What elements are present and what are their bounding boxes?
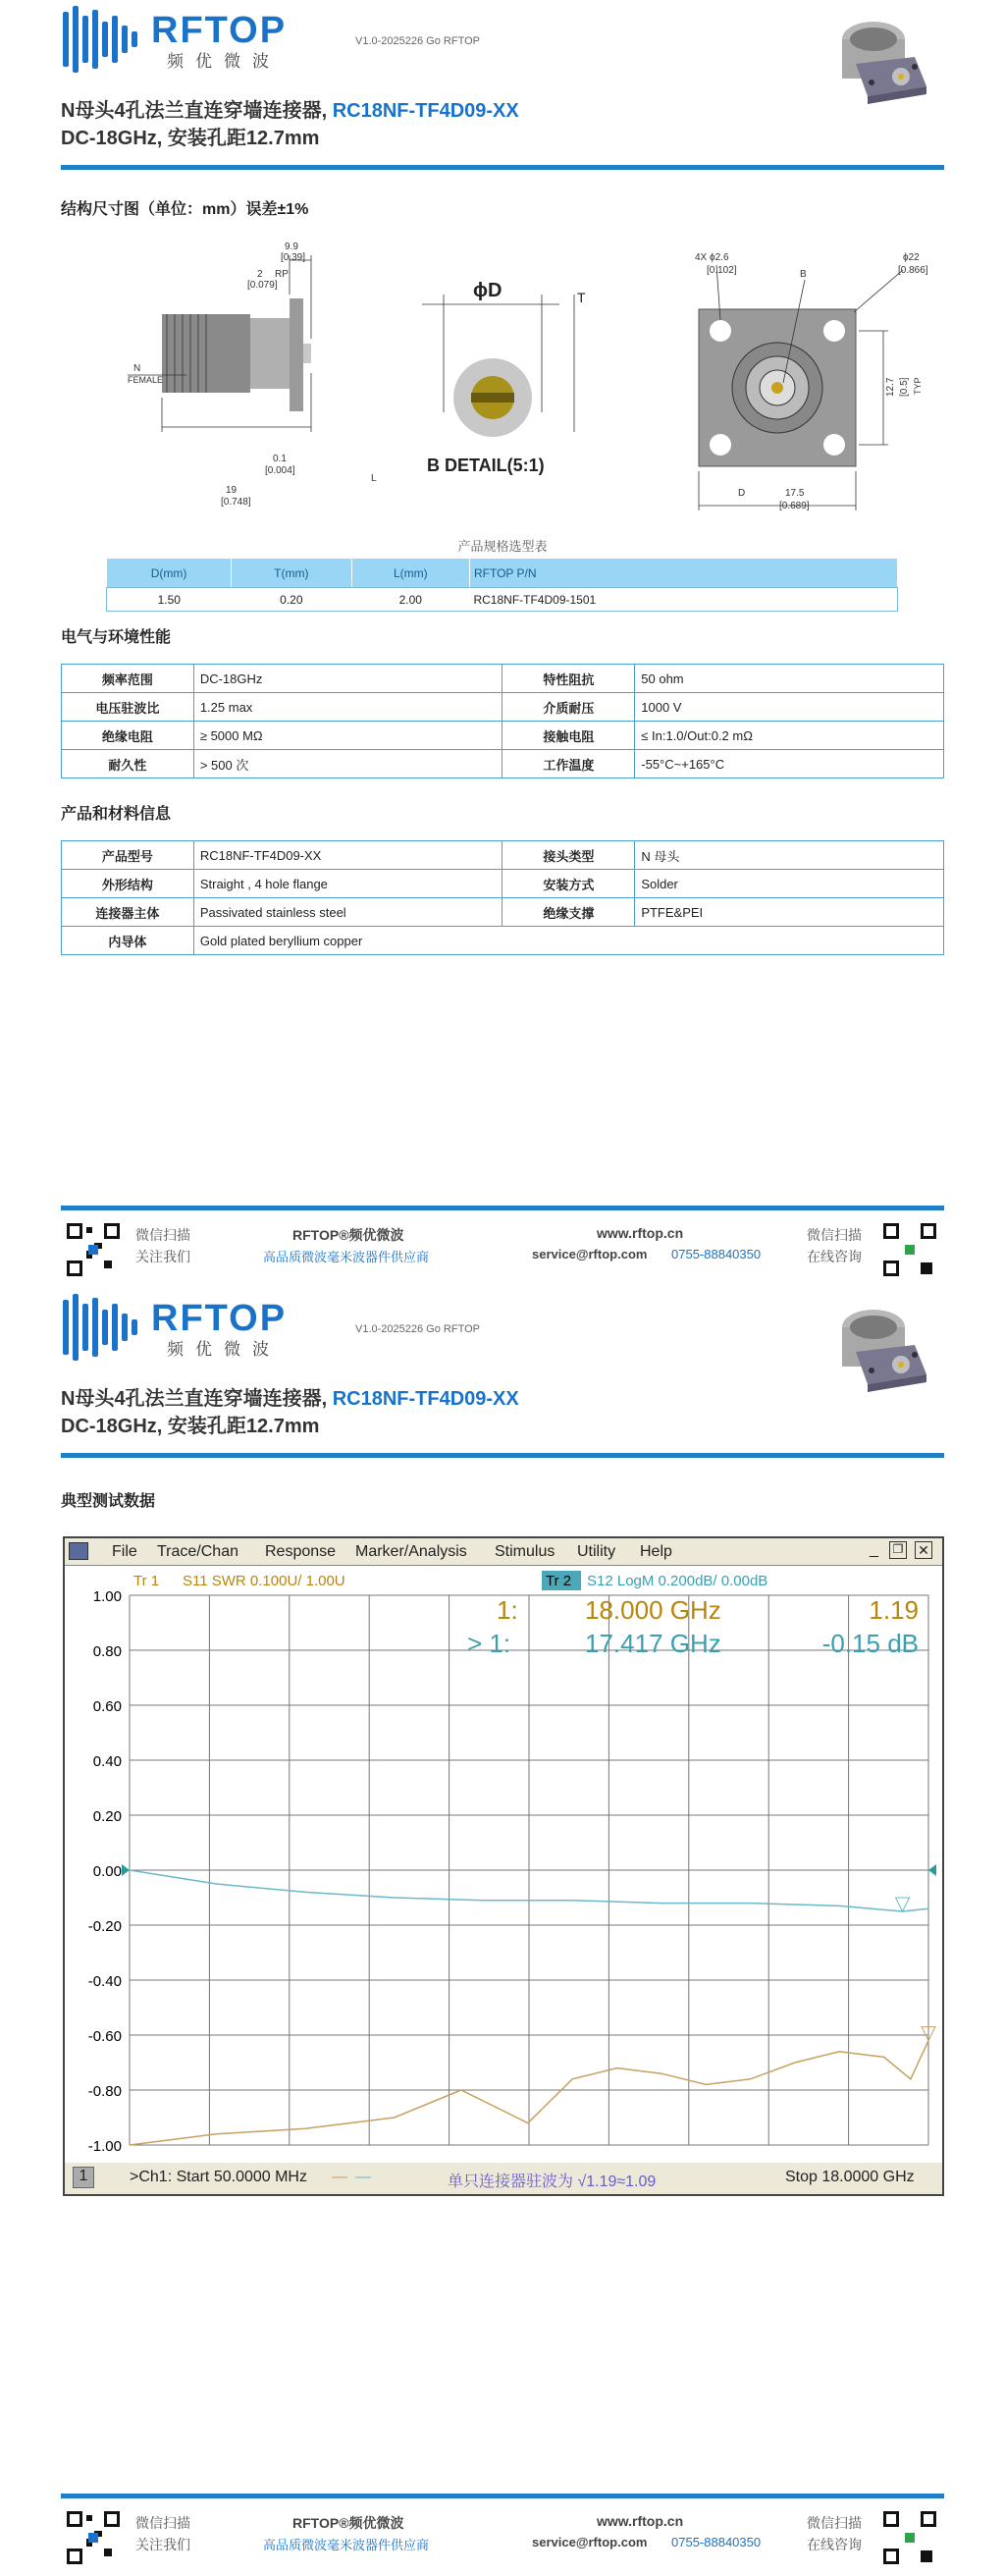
svg-text:[0.689]: [0.689] [779,501,810,511]
y-tick-label: -0.40 [87,1973,122,1990]
marker1-label: 1: [497,1595,518,1625]
vna-menu-bar [65,1538,942,1566]
electrical-table [61,664,944,778]
status-start: >Ch1: Start 50.0000 MHz [130,2169,307,2185]
svg-text:[0.102]: [0.102] [707,265,737,276]
consult-qr-icon [881,1221,938,1278]
svg-text:17.5: 17.5 [785,488,805,499]
y-tick-label: 0.80 [92,1643,122,1660]
footer-brand: RFTOP®频优微波 [292,2515,404,2531]
header-divider [61,165,944,170]
footer-site[interactable]: www.rftop.cn [597,1225,684,1241]
footer-email[interactable]: service@rftop.com [532,1247,648,1261]
y-tick-label: -0.80 [87,2083,122,2100]
page-subtitle: DC-18GHz, 安装孔距12.7mm [61,128,320,149]
section-material-title: 产品和材料信息 [61,806,172,823]
spec-col-d: D(mm) [107,559,232,588]
footer-wechat-1: 微信扫描 [135,1227,190,1243]
footer-slogan: 高品质微波毫米波器件供应商 [263,2538,430,2552]
page-footer [61,1206,944,1284]
table-row: 内导体 Gold plated beryllium copper [62,927,944,955]
spec-table [106,558,898,612]
svg-text:L: L [371,473,377,484]
logo-subtitle: 频优微波 [167,52,281,71]
section-electrical-title: 电气与环境性能 [61,629,172,646]
footer-phone: 0755-88840350 [671,1247,762,1261]
svg-text:[0.004]: [0.004] [265,465,295,476]
trace2-label: Tr 2 [546,1573,572,1589]
trace1-info: S11 SWR 0.100U/ 1.00U [183,1573,345,1589]
marker2-freq: 17.417 GHz [585,1629,721,1658]
marker2-label: > 1: [467,1629,511,1658]
status-stop: Stop 18.0000 GHz [785,2169,915,2185]
y-tick-label: 0.40 [92,1753,122,1770]
restore-icon[interactable]: ❐ [889,1541,907,1559]
vna-status-bar [65,2163,942,2194]
version-label: V1.0-2025226 Go RFTOP [355,35,480,47]
page-footer [61,2494,944,2572]
vna-plot [65,1566,942,2163]
s12-legend-icon: — [355,2169,371,2185]
section-test-title: 典型测试数据 [61,1493,156,1510]
status-note: 单只连接器驻波为 √1.19≈1.09 [448,2174,657,2190]
svg-text:ϕD: ϕD [473,280,502,301]
svg-text:RP: RP [275,269,289,280]
trace2-info: S12 LogM 0.200dB/ 0.00dB [587,1573,768,1589]
y-tick-label: -1.00 [87,2138,122,2155]
svg-text:B DETAIL(5:1): B DETAIL(5:1) [427,456,545,475]
logo-text: RFTOP [151,10,288,51]
page-header [61,0,944,172]
spec-col-pn: RFTOP P/N [469,559,897,588]
svg-text:TYP: TYP [913,377,923,395]
footer-wechat-2: 关注我们 [135,1249,190,1264]
menu-utility[interactable]: Utility [577,1543,616,1560]
menu-stimulus[interactable]: Stimulus [495,1543,555,1560]
svg-text:12.7: 12.7 [885,377,896,397]
footer-phone: 0755-88840350 [671,2535,762,2549]
marker2-value: -0.15 dB [821,1629,919,1658]
svg-text:[0.39]: [0.39] [281,252,306,263]
svg-text:[0.866]: [0.866] [898,265,928,276]
vna-window [63,1536,944,2196]
minimize-icon[interactable]: _ [870,1541,878,1558]
marker1-freq: 18.000 GHz [585,1595,721,1625]
footer-wechat-2: 关注我们 [135,2537,190,2552]
logo-text: RFTOP [151,1298,288,1339]
svg-text:0.1: 0.1 [273,454,287,464]
menu-marker-analysis[interactable]: Marker/Analysis [355,1543,467,1560]
table-row: 电压驻波比 1.25 max 介质耐压 1000 V [62,693,944,722]
s11-legend-icon: — [332,2169,347,2185]
footer-consult-2: 在线咨询 [807,1249,862,1264]
product-image [817,10,934,118]
version-label: V1.0-2025226 Go RFTOP [355,1323,480,1335]
svg-text:[0.748]: [0.748] [221,497,251,508]
svg-text:[0.079]: [0.079] [247,280,278,291]
menu-response[interactable]: Response [265,1543,337,1560]
footer-wechat-1: 微信扫描 [135,2515,190,2531]
dimension-drawing [128,236,942,520]
svg-text:FEMALE: FEMALE [128,375,164,385]
svg-text:19: 19 [226,485,238,496]
svg-text:9.9: 9.9 [285,242,298,252]
table-row: 产品型号 RC18NF-TF4D09-XX 接头类型 N 母头 [62,841,944,870]
svg-text:N: N [133,363,141,374]
table-row: 耐久性 > 500 次 工作温度 -55°C~+165°C [62,750,944,778]
spec-col-l: L(mm) [351,559,469,588]
vna-app-icon [69,1542,88,1560]
svg-text:[0.5]: [0.5] [899,377,910,397]
logo-subtitle: 频优微波 [167,1340,281,1359]
table-row: 1.50 0.20 2.00 RC18NF-TF4D09-1501 [107,588,898,612]
footer-brand: RFTOP®频优微波 [292,1227,404,1243]
svg-text:D: D [738,488,746,499]
table-row: 外形结构 Straight , 4 hole flange 安装方式 Solder [62,870,944,898]
table-row: 绝缘电阻 ≥ 5000 MΩ 接触电阻 ≤ In:1.0/Out:0.2 mΩ [62,722,944,750]
marker1-value: 1.19 [869,1595,919,1625]
menu-trace-chan[interactable]: Trace/Chan [157,1543,238,1560]
footer-consult-1: 微信扫描 [807,1227,862,1243]
footer-email[interactable]: service@rftop.com [532,2535,648,2549]
product-image [817,1298,934,1406]
svg-text:4X ϕ2.6: 4X ϕ2.6 [695,252,729,263]
footer-consult-1: 微信扫描 [807,2515,862,2531]
page-subtitle: DC-18GHz, 安装孔距12.7mm [61,1416,320,1437]
page-header [61,1288,944,1460]
spec-table-header [107,559,898,588]
svg-text:2: 2 [257,269,263,280]
y-tick-label: 0.60 [92,1698,122,1715]
footer-consult-2: 在线咨询 [807,2537,862,2552]
svg-text:ϕ22: ϕ22 [903,252,920,263]
channel-number[interactable]: 1 [73,2167,94,2188]
table-row: 频率范围 DC-18GHz 特性阻抗 50 ohm [62,665,944,693]
trace1-label: Tr 1 [133,1573,160,1589]
y-tick-label: 1.00 [92,1588,122,1605]
footer-site[interactable]: www.rftop.cn [597,2513,684,2529]
wechat-qr-icon [65,2509,122,2566]
wechat-qr-icon [65,1221,122,1278]
y-tick-label: 0.20 [92,1808,122,1825]
y-tick-label: -0.60 [87,2028,122,2045]
page-title: N母头4孔法兰直连穿墙连接器, RC18NF-TF4D09-XX [61,1388,519,1410]
spec-col-t: T(mm) [232,559,352,588]
section-dimensions-title: 结构尺寸图（单位：mm）误差±1% [61,201,309,218]
menu-help[interactable]: Help [640,1543,672,1560]
svg-text:T: T [577,290,586,305]
close-icon[interactable]: ✕ [915,1541,932,1559]
table-row: 连接器主体 Passivated stainless steel 绝缘支撑 PTFE&PEI [62,898,944,927]
y-tick-label: -0.20 [87,1918,122,1935]
header-divider [61,1453,944,1458]
svg-text:B: B [800,269,807,280]
material-table [61,840,944,955]
menu-file[interactable]: File [112,1543,137,1560]
consult-qr-icon [881,2509,938,2566]
footer-slogan: 高品质微波毫米波器件供应商 [263,1250,430,1264]
spec-table-caption: 产品规格选型表 [457,539,548,554]
page-title: N母头4孔法兰直连穿墙连接器, RC18NF-TF4D09-XX [61,100,519,122]
y-tick-label: 0.00 [92,1863,122,1880]
